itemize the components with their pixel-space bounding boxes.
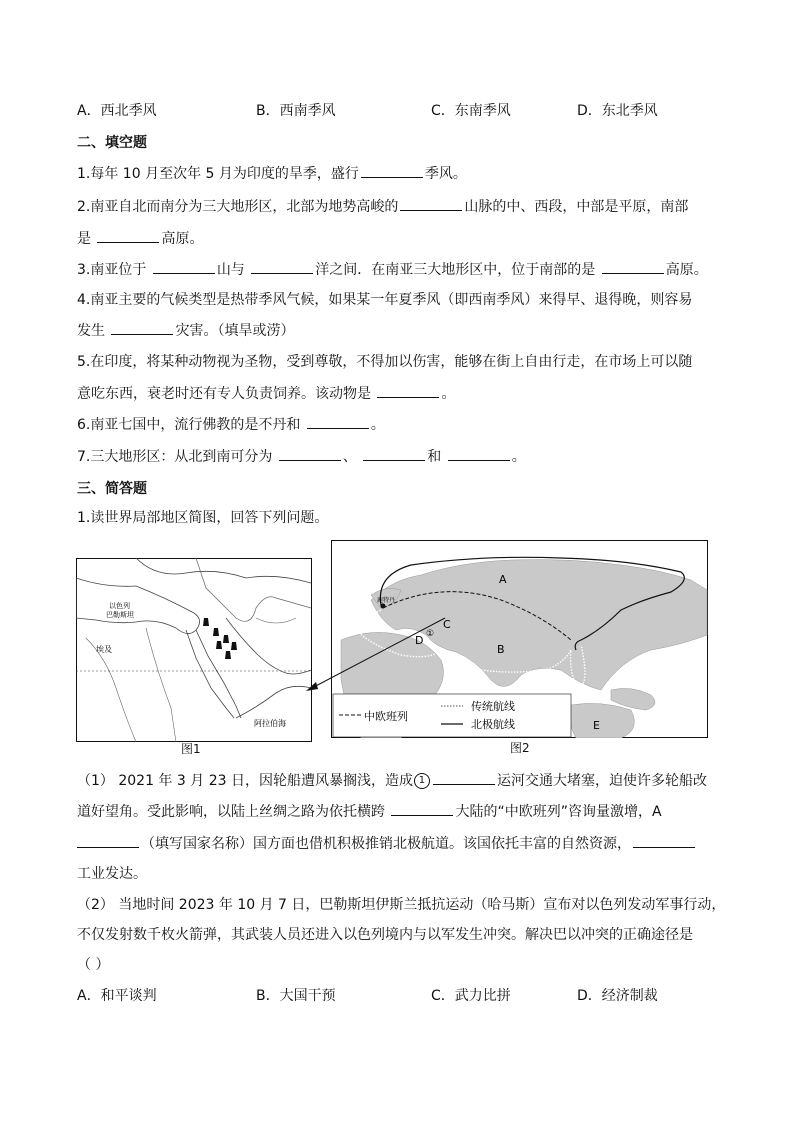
question-2-7: 7.三大地形区：从北到南可分为 、 和 。 <box>77 446 526 467</box>
answer-blank[interactable] <box>361 163 423 178</box>
option-b: B．西南季风 <box>256 103 336 119</box>
answer-blank[interactable] <box>153 259 215 274</box>
question-3-1-1-line4: 工业发达。 <box>77 866 147 882</box>
question-2-5-line1: 5.在印度，将某种动物视为圣物，受到尊敬，不得加以伤害，能够在街上自由行走，在市场上可以随 <box>77 354 693 370</box>
answer-blank[interactable] <box>633 833 695 848</box>
answer-blank[interactable] <box>307 414 369 429</box>
answer-blank[interactable] <box>391 801 453 816</box>
label-israel: 以色列 <box>109 602 130 610</box>
option-a: A．西北季风 <box>77 103 157 119</box>
answer-blank[interactable] <box>602 259 664 274</box>
label-d: D <box>415 634 424 647</box>
section-heading-fill-blank: 二、填空题 <box>77 135 147 151</box>
question-3-1-1-line2: 道好望角。受此影响，以陆上丝绸之路为依托横跨 大陆的“中欧班列”咨询量激增，A <box>77 801 662 822</box>
question-2-6: 6.南亚七国中，流行佛教的是不丹和 。 <box>77 414 385 435</box>
label-rotterdam: 鹿特丹 <box>377 597 396 604</box>
question-2-1: 1.每年 10 月至次年 5 月为印度的旱季，盛行 季风。 <box>77 163 467 184</box>
option-c-force: C．武力比拼 <box>431 988 511 1004</box>
label-palestine: 巴勒斯坦 <box>106 611 134 619</box>
question-3-1-2-line3: （ ） <box>77 957 110 973</box>
question-2-5-line2: 意吃东西，衰老时还有专人负责饲养。该动物是 。 <box>77 383 455 404</box>
question-3-1-1-line1: （1） 2021 年 3 月 23 日，因轮船遭风暴搁浅，造成 1 运河交通大堵塞，迫使许多轮船改 <box>77 770 707 791</box>
option-d-sanctions: D．经济制裁 <box>577 988 658 1004</box>
question-2-2-line2: 是 高原。 <box>77 228 203 249</box>
answer-blank[interactable] <box>77 833 139 848</box>
figure-1-caption: 图1 <box>181 742 201 756</box>
question-3-1-intro: 1.读世界局部地区简图，回答下列问题。 <box>77 510 329 526</box>
option-a-peace: A．和平谈判 <box>77 988 157 1004</box>
option-d: D．东北季风 <box>577 103 658 119</box>
label-arabian-sea: 阿拉伯海 <box>254 719 286 728</box>
question-2-2-line1: 2.南亚自北而南分为三大地形区，北部为地势高峻的 山脉的中、西段，中部是平原，南部 <box>77 196 688 217</box>
answer-blank[interactable] <box>433 770 495 785</box>
figure-2-caption: 图2 <box>510 741 530 755</box>
legend-traditional: 传统航线 <box>471 700 515 713</box>
label-c: C <box>443 618 451 631</box>
option-c: C．东南季风 <box>431 103 511 119</box>
answer-blank[interactable] <box>97 228 159 243</box>
answer-blank[interactable] <box>251 259 313 274</box>
answer-blank[interactable] <box>400 196 462 211</box>
answer-blank[interactable] <box>363 446 425 461</box>
question-2-3: 3.南亚位于 山与 洋之间．在南亚三大地形区中，位于南部的是 高原。 <box>77 259 708 280</box>
legend-arctic: 北极航线 <box>471 718 515 731</box>
section-heading-short-answer: 三、简答题 <box>77 481 147 497</box>
label-circle-1: ① <box>426 629 435 639</box>
question-3-1-1-line3: （填写国家名称）国方面也借机积极推销北极航道。该国依托丰富的自然资源， <box>77 833 697 854</box>
question-3-1-2-line2: 不仅发射数千枚火箭弹，其武装人员还进入以色列境内与以军发生冲突。解决巴以冲突的正确途径是 <box>77 927 693 943</box>
arrow-connector <box>300 615 450 695</box>
legend-rail: 中欧班列 <box>364 710 408 723</box>
label-e: E <box>593 719 600 732</box>
label-a: A <box>499 573 507 586</box>
label-b: B <box>497 643 505 656</box>
question-3-1-2-line1: （2） 当地时间 2023 年 10 月 7 日，巴勒斯坦伊斯兰抵抗运动（哈马斯）宣布对以色列发动军事行动， <box>77 897 726 913</box>
circle-number-icon: 1 <box>414 773 430 789</box>
question-2-4-line2: 发生 灾害。（填旱或涝） <box>77 320 294 341</box>
label-egypt: 埃及 <box>96 645 112 654</box>
answer-blank[interactable] <box>279 446 341 461</box>
question-2-4-line1: 4.南亚主要的气候类型是热带季风气候，如果某一年夏季风（即西南季风）来得早、退得晚，则容易 <box>77 292 693 308</box>
option-b-intervene: B．大国干预 <box>256 988 336 1004</box>
figure-1-map <box>76 558 312 742</box>
answer-blank[interactable] <box>448 446 510 461</box>
answer-blank[interactable] <box>377 383 439 398</box>
answer-blank[interactable] <box>111 320 173 335</box>
